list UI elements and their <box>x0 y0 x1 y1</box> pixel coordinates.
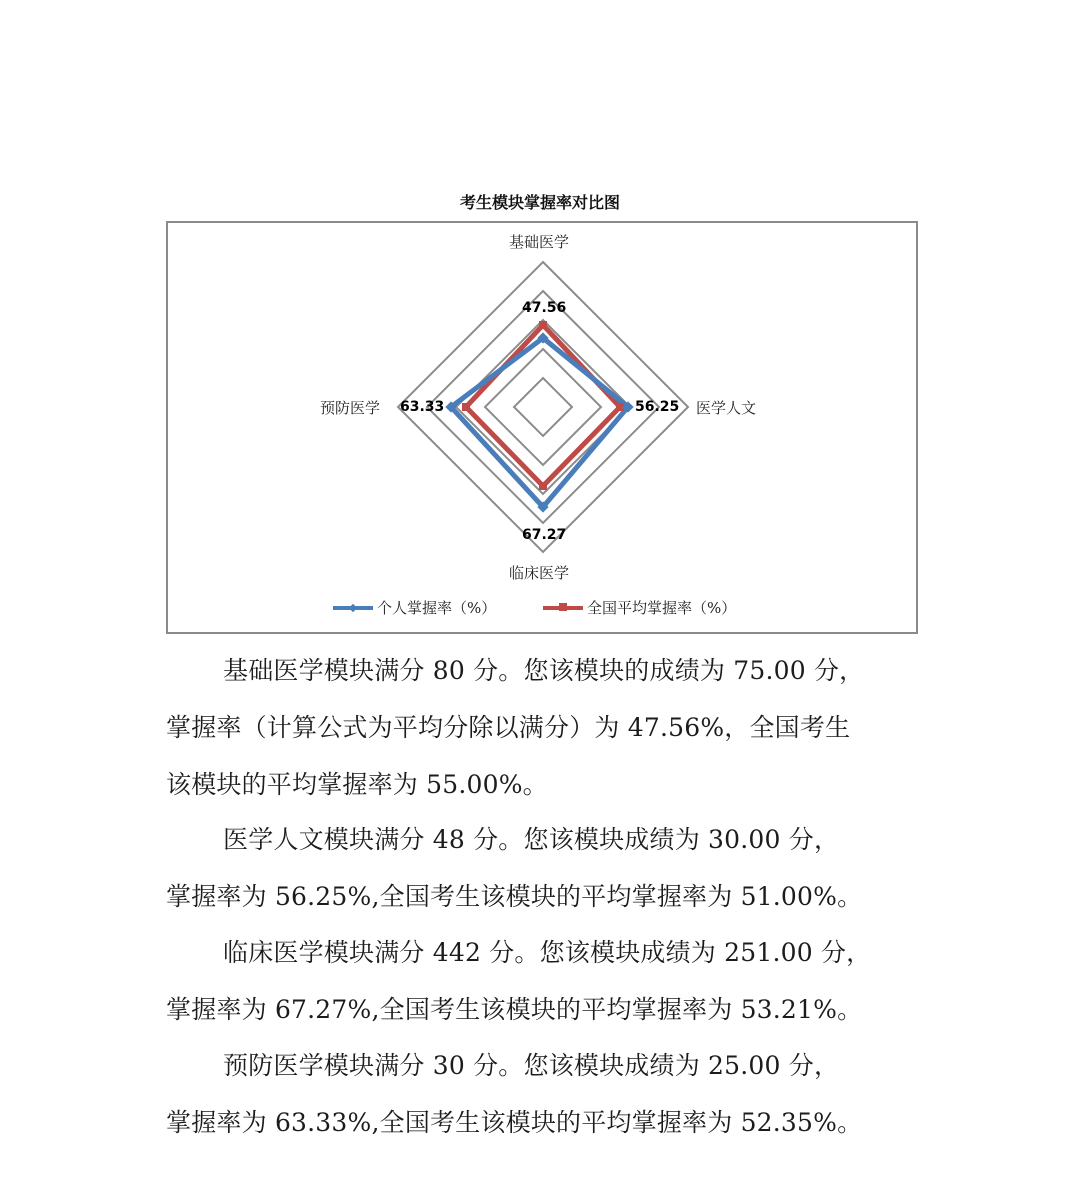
axis-label-basic-medicine: 基础医学 <box>509 233 570 251</box>
legend-swatch-national <box>543 606 583 610</box>
axis-label-clinical-medicine: 临床医学 <box>509 564 570 582</box>
legend-item-national <box>543 597 736 618</box>
paragraph-medical-humanities <box>166 811 926 925</box>
paragraph-line: 掌握率为 67.27%,全国考生该模块的平均掌握率为 53.21%。 <box>166 995 863 1024</box>
data-label-medical-humanities: 56.25 <box>635 399 680 415</box>
axis-label-preventive-medicine: 预防医学 <box>320 399 381 417</box>
paragraph-line: 掌握率（计算公式为平均分除以满分）为 47.56%，全国考生 <box>166 713 851 742</box>
legend-swatch-personal <box>333 606 373 610</box>
chart-title: 考生模块掌握率对比图 <box>459 193 620 212</box>
legend-label-national: 全国平均掌握率（%） <box>587 599 737 617</box>
paragraph-basic-medicine <box>166 642 926 813</box>
square-marker-icon <box>559 603 567 611</box>
paragraph-line: 该模块的平均掌握率为 55.00%。 <box>166 770 548 799</box>
paragraph-line: 医学人文模块满分 48 分。您该模块成绩为 30.00 分， <box>223 825 840 854</box>
data-label-preventive-medicine: 63.33 <box>400 399 445 415</box>
paragraph-preventive-medicine <box>166 1037 926 1151</box>
diamond-marker-icon <box>349 603 357 611</box>
legend-item-personal <box>333 597 496 618</box>
paragraph-line: 临床医学模块满分 442 分。您该模块成绩为 251.00 分， <box>223 938 872 967</box>
legend-label-personal: 个人掌握率（%） <box>377 599 497 617</box>
paragraph-line: 掌握率为 56.25%,全国考生该模块的平均掌握率为 51.00%。 <box>166 882 863 911</box>
chart-legend <box>0 597 1080 621</box>
data-label-clinical-medicine: 67.27 <box>522 527 567 543</box>
paragraph-line: 掌握率为 63.33%,全国考生该模块的平均掌握率为 52.35%。 <box>166 1108 863 1137</box>
data-label-basic-medicine: 47.56 <box>522 300 567 316</box>
axis-label-medical-humanities: 医学人文 <box>696 399 757 417</box>
paragraph-line: 基础医学模块满分 80 分。您该模块的成绩为 75.00 分， <box>223 656 865 685</box>
paragraph-clinical-medicine <box>166 924 926 1038</box>
paragraph-line: 预防医学模块满分 30 分。您该模块成绩为 25.00 分， <box>223 1051 840 1080</box>
